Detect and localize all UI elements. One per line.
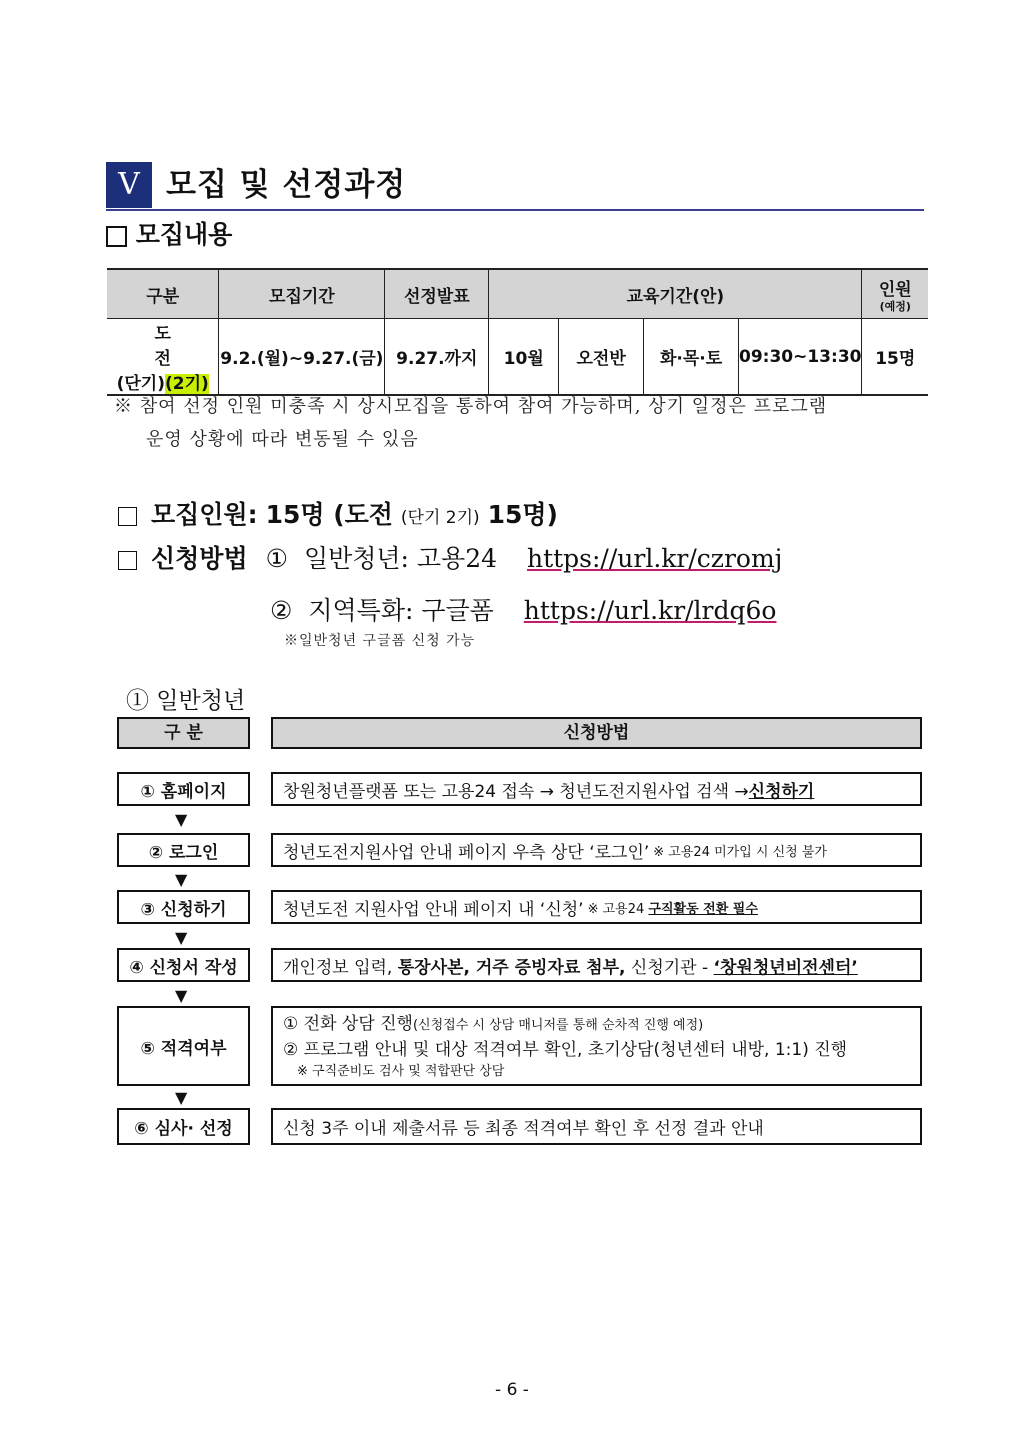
flow-header-right: 신청방법: [271, 717, 922, 749]
apply-method-line2: [270, 593, 776, 629]
flow-step-form-text: 개인정보 입력,: [283, 957, 398, 978]
apply-opt1-num: ①: [265, 544, 288, 573]
apply-method-label: 신청방법: [151, 544, 248, 573]
flow-step-form-desc: [271, 948, 922, 982]
recruit-table: [107, 268, 928, 396]
flow-step-eligibility-line3: ※ 구직준비도 검사 및 적합판단 상담: [297, 1064, 505, 1079]
cell-month: 10월: [489, 319, 559, 396]
flow-arrow-icon: ▼: [175, 1088, 188, 1107]
flow-step-apply: ③ 신청하기: [117, 890, 250, 924]
recruit-count-sub: (단기 2기): [400, 508, 480, 528]
flow-step-eligibility: ⑤ 적격여부: [117, 1006, 250, 1086]
apply-opt1-link[interactable]: https://url.kr/czromj: [526, 544, 783, 573]
flow-step-apply-note: ※ 고용24: [587, 901, 649, 917]
subheading-recruit-content: [106, 218, 232, 252]
header-people-label: 인원: [878, 279, 912, 300]
flow-step-form-attach: 통장사본, 거주 증빙자료 첨부,: [397, 957, 626, 978]
flow-step-homepage-apply: 신청하기: [748, 781, 815, 802]
page-number: - 6 -: [495, 1380, 529, 1400]
cell-time: 09:30~13:30: [739, 319, 862, 396]
flow-title: ① 일반청년: [126, 688, 246, 714]
cell-days: 화·목·토: [644, 319, 739, 396]
flow-step-form-agency: ‘창원청년비전센터’: [713, 957, 858, 978]
cell-category-highlight: (2기): [165, 374, 209, 394]
section-number: V: [106, 162, 152, 208]
cell-category: [107, 319, 219, 396]
flow-step-login-note: ※ 고용24 미가입 시 신청 불가: [653, 844, 827, 860]
header-announce: 선정발표: [385, 269, 489, 319]
flow-arrow-icon: ▼: [175, 810, 188, 829]
flow-step-eligibility-call-note: (신청접수 시 상담 매니저를 통해 순차적 진행 예정): [412, 1018, 704, 1033]
flow-step-login-text: 청년도전지원사업 안내 페이지 우측 상단 ‘로그인’: [283, 842, 650, 863]
flow-step-eligibility-line2: ② 프로그램 안내 및 대상 적격여부 확인, 초기상담(청년센터 내방, 1:1) 진행: [283, 1040, 848, 1060]
flow-step-login-desc: [271, 833, 922, 867]
subheading-text: 모집내용: [135, 220, 233, 249]
flow-step-apply-desc: [271, 890, 922, 924]
flow-step-apply-text: 청년도전 지원사업 안내 페이지 내 ‘신청’: [283, 899, 584, 920]
flow-step-form-agency-label: 신청기관 -: [625, 957, 714, 978]
table-header-row: [107, 269, 928, 319]
checkbox-square-icon: [118, 551, 137, 570]
apply-note: ※일반청년 구글폼 신청 가능: [284, 633, 476, 649]
recruit-count: [118, 497, 558, 536]
flow-step-review: ⑥ 심사· 선정: [117, 1108, 250, 1145]
header-period: 모집기간: [219, 269, 385, 319]
apply-method-line1: [118, 541, 782, 577]
cell-people: 15명: [862, 319, 928, 396]
header-people: [862, 269, 928, 319]
flow-arrow-icon: ▼: [175, 870, 188, 889]
apply-opt1-text: 일반청년: 고용24: [303, 544, 498, 573]
flow-step-eligibility-desc: [271, 1006, 922, 1086]
flow-step-homepage-desc: [271, 772, 922, 806]
flow-step-review-desc: 신청 3주 이내 제출서류 등 최종 적격여부 확인 후 선정 결과 안내: [271, 1108, 922, 1145]
recruit-count-label: 모집인원:: [151, 500, 258, 529]
table-row: [107, 319, 928, 396]
flow-step-eligibility-line1: [283, 1012, 910, 1038]
section-divider: [106, 209, 924, 211]
cell-period: 9.2.(월)~9.27.(금): [219, 319, 385, 396]
cell-announce: 9.27.까지: [385, 319, 489, 396]
recruit-note-line1: ※ 참여 선정 인원 미충족 시 상시모집을 통하여 참여 가능하며, 상기 일정은 프로그램: [114, 396, 828, 417]
header-people-sub: (예정): [879, 299, 911, 313]
flow-step-login: ② 로그인: [117, 833, 250, 867]
flow-header-left: 구 분: [117, 717, 250, 749]
flow-arrow-icon: ▼: [175, 928, 188, 947]
recruit-count-end: 15명): [487, 500, 558, 529]
flow-step-homepage-text: 창원청년플랫폼 또는 고용24 접속 → 청년도전지원사업 검색 →: [283, 781, 749, 802]
cell-session: 오전반: [559, 319, 644, 396]
header-category: 구분: [107, 269, 219, 319]
flow-step-form: ④ 신청서 작성: [117, 948, 250, 982]
recruit-count-main: 15명 (도전: [265, 500, 393, 529]
apply-opt2-text: 지역특화: 구글폼: [308, 596, 494, 625]
flow-step-apply-required: 구직활동 전환 필수: [648, 901, 758, 917]
flow-step-homepage: ① 홈페이지: [117, 772, 250, 806]
checkbox-square-icon: [118, 507, 137, 526]
cell-category-top: 도 전: [154, 324, 191, 369]
recruit-note-line2: 운영 상황에 따라 변동될 수 있음: [146, 429, 419, 450]
section-title: 모집 및 선정과정: [166, 167, 407, 203]
flow-arrow-icon: ▼: [175, 986, 188, 1005]
apply-opt2-num: ②: [270, 596, 293, 625]
cell-category-bottom: (단기): [116, 374, 165, 394]
recruit-note: [114, 390, 926, 456]
flow-step-eligibility-call: ① 전화 상담 진행: [283, 1014, 413, 1034]
header-edu: 교육기간(안): [489, 269, 862, 319]
apply-opt2-link[interactable]: https://url.kr/lrdq6o: [523, 596, 777, 625]
checkbox-square-icon: [106, 226, 127, 247]
